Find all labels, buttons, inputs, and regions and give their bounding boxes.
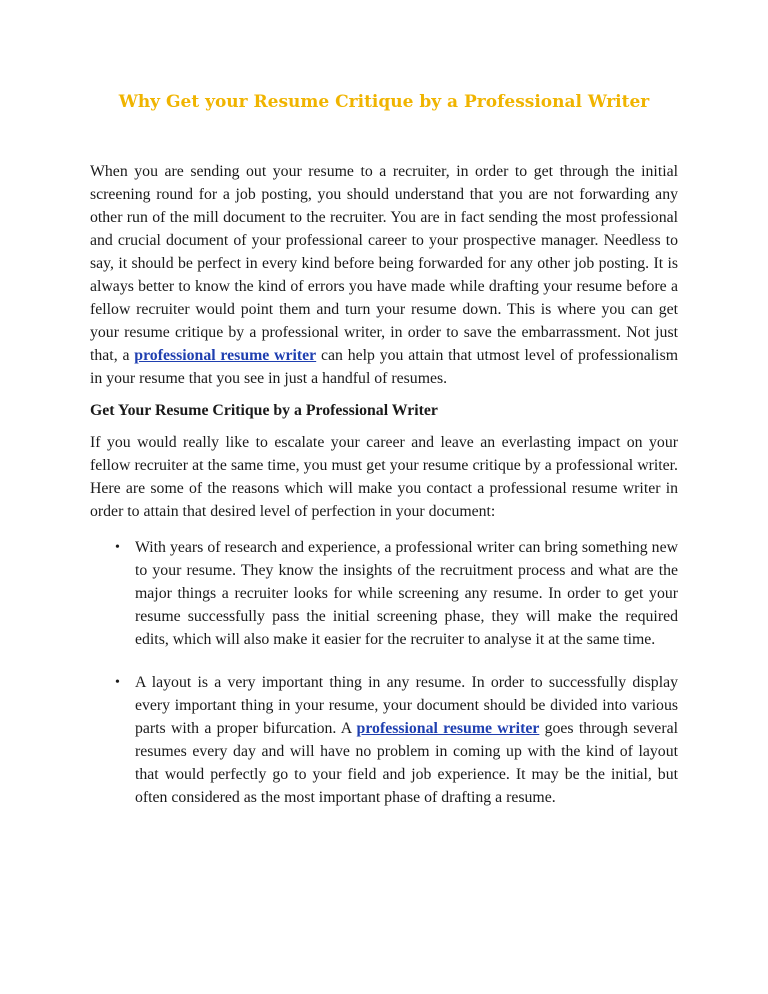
list-item (90, 671, 678, 809)
professional-resume-writer-link[interactable]: professional resume writer (134, 347, 317, 364)
document-body (90, 160, 678, 829)
professional-resume-writer-link[interactable]: professional resume writer (356, 720, 540, 737)
reasons-list (90, 536, 678, 809)
bullet-icon: • (115, 675, 120, 690)
intro-paragraph (90, 160, 678, 390)
intro-text-end: can help you attain that utmost level of professionalism in your resume that you see in just a handful of resumes. (90, 347, 678, 387)
list-item-text-end: goes through several resumes every day and will have no problem in coming up with the kind of layout that would perfectly go to your field and job experience. It may be the initial, but often considered as the most important phase of drafting a resume. (135, 720, 678, 806)
list-item-text: With years of research and experience, a professional writer can bring something new to your resume. They know the insights of the recruitment process and what are the major things a recruiter looks for while screening any resume. In order to get your resume successfully pass the initial screening phase, they will make the required edits, which will also make it easier for the recruiter to analyse it at the same time. (135, 539, 678, 648)
list-item (90, 536, 678, 651)
section-paragraph: If you would really like to escalate your career and leave an everlasting impact on your fellow recruiter at the same time, you must get your resume critique by a professional writer. Here are some of the reasons which will make you contact a professional resume writer in order to attain that desired level of perfection in your document: (90, 434, 678, 520)
bullet-icon: • (115, 540, 120, 555)
section-heading: Get Your Resume Critique by a Professional Writer (90, 402, 438, 419)
list-item-text-start: A layout is a very important thing in any resume. In order to successfully display every important thing in your resume, your document should be divided into various parts with a proper bifurcation. A (135, 674, 678, 737)
document-title: Why Get your Resume Critique by a Professional Writer (118, 92, 650, 112)
intro-text-start: When you are sending out your resume to a recruiter, in order to get through the initial screening round for a job posting, you should understand that you are not forwarding any other run of the mill document to the recruiter. You are in fact sending the most professional and crucial document of your professional career to your prospective manager. Needless to say, it should be perfect in every kind before being forwarded for any other job posting. It is always better to know the kind of errors you have made while drafting your resume before a fellow recruiter would point them and turn your resume down. This is where you can get your resume critique by a professional writer, in order to save the embarrassment. Not just that, a (90, 163, 678, 364)
